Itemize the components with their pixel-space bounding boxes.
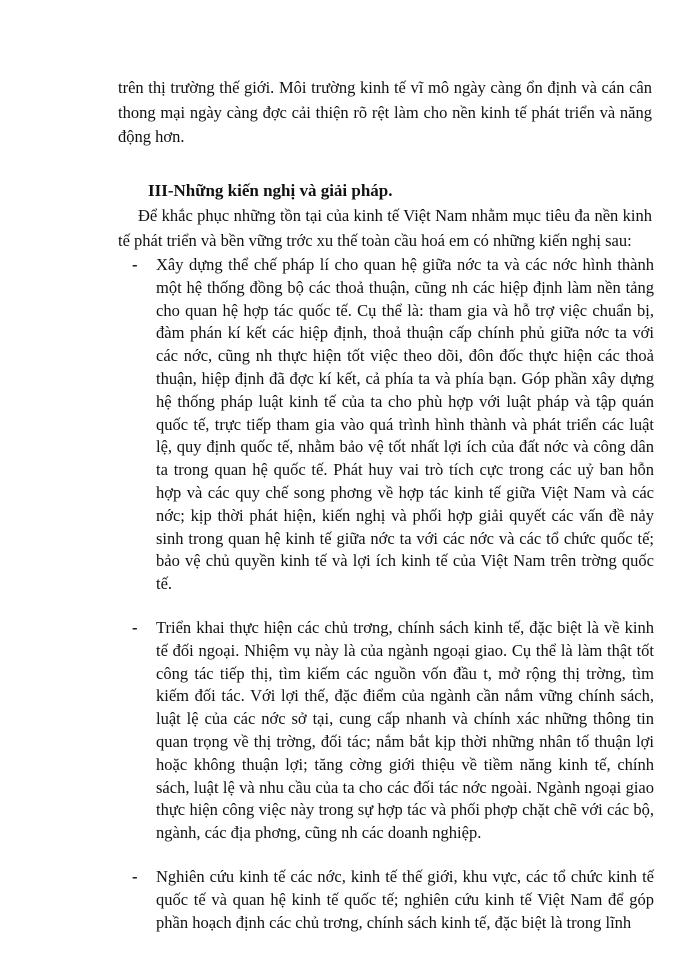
list-item xyxy=(118,617,654,845)
section-heading: III-Những kiến nghị và giải pháp. xyxy=(148,181,393,200)
list-item xyxy=(118,866,654,934)
list-item xyxy=(118,254,654,596)
bullet-dash-icon: - xyxy=(132,617,138,637)
list-item-text: Xây dựng thể chế pháp lí cho quan hệ giữa nớc ta và các nớc hình thành một hệ thống đồng bộ các thoả thuận, cũng nh các hiệp định làm nền tảng cho quan hệ hợp tác quốc tế. Cụ thể là: tham gia và hỗ trợ việc chuẩn bị, đàm phán kí kết các hiệp định, thoả thuận cấp chính phủ giữa nớc ta với các nớc, cũng nh thực hiện tốt việc theo dõi, đôn đốc thực hiện các thoả thuận, hiệp định đã đợc kí kết, cả phía ta và phía bạn. Góp phần xây dựng hệ thống pháp luật kinh tế của ta cho phù hợp với luật pháp và tập quán quốc tế, trực tiếp tham gia vào quá trình hình thành và phát triển các luật lệ, quy định quốc tế, nhằm bảo vệ tốt nhất lợi ích của đất nớc và công dân ta trong quan hệ quốc tế. Phát huy vai trò tích cực trong các uỷ ban hỗn hợp và các quy chế song phơng về hợp tác kinh tế giữa Việt Nam và các nớc; kịp thời phát hiện, kiến nghị và phối hợp giải quyết các vấn đề nảy sinh trong quan hệ kinh tế giữa nớc ta với các nớc và các tổ chức quốc tế; bảo vệ chủ quyền kinh tế và lợi ích kinh tế của Việt Nam trên trờng quốc tế. xyxy=(156,255,654,594)
recommendation-list xyxy=(118,254,654,955)
lead-paragraph: Để khắc phục những tồn tại của kinh tế Việt Nam nhằm mục tiêu đa nền kinh tế phát triển và bền vững trớc xu thế toàn cầu hoá em có những kiến nghị sau: xyxy=(118,206,652,250)
bullet-dash-icon: - xyxy=(132,866,138,886)
list-item-text: Triển khai thực hiện các chủ trơng, chính sách kinh tế, đặc biệt là về kinh tế đối ngoại. Nhiệm vụ này là của ngành ngoại giao. Cụ thể là làm thật tốt công tác tiếp thị, tìm kiếm các nguồn vốn đầu t, mở rộng thị trờng, tìm kiếm đối tác. Với lợi thế, đặc điểm của ngành cần nắm vững chính sách, luật lệ của các nớc sở tại, cung cấp nhanh và chính xác những thông tin quan trọng về thị trờng, đối tác; nắm bắt kịp thời những nhân tố thuận lợi hoặc không thuận lợi; tăng cờng giới thiệu về tiềm năng kinh tế, chính sách, luật lệ và nhu cầu của ta cho các đối tác nớc ngoài. Ngành ngoại giao thực hiện công việc này trong sự hợp tác và phối phợp chặt chẽ với các bộ, ngành, các địa phơng, cũng nh các doanh nghiệp. xyxy=(156,617,654,843)
list-item-text: Nghiên cứu kinh tế các nớc, kinh tế thế giới, khu vực, các tổ chức kinh tế quốc tế và quan hệ kinh tế quốc tế; nghiên cứu kinh tế Việt Nam để góp phần hoạch định các chủ trơng, chính sách kinh tế, đặc biệt là trong lĩnh xyxy=(156,866,654,932)
intro-paragraph: trên thị trường thế giới. Môi trường kinh tế vĩ mô ngày càng ổn định và cán cân thong mại ngày càng đợc cải thiện rõ rệt làm cho nền kinh tế phát triển và năng động hơn. xyxy=(118,78,652,146)
bullet-dash-icon: - xyxy=(132,255,138,274)
